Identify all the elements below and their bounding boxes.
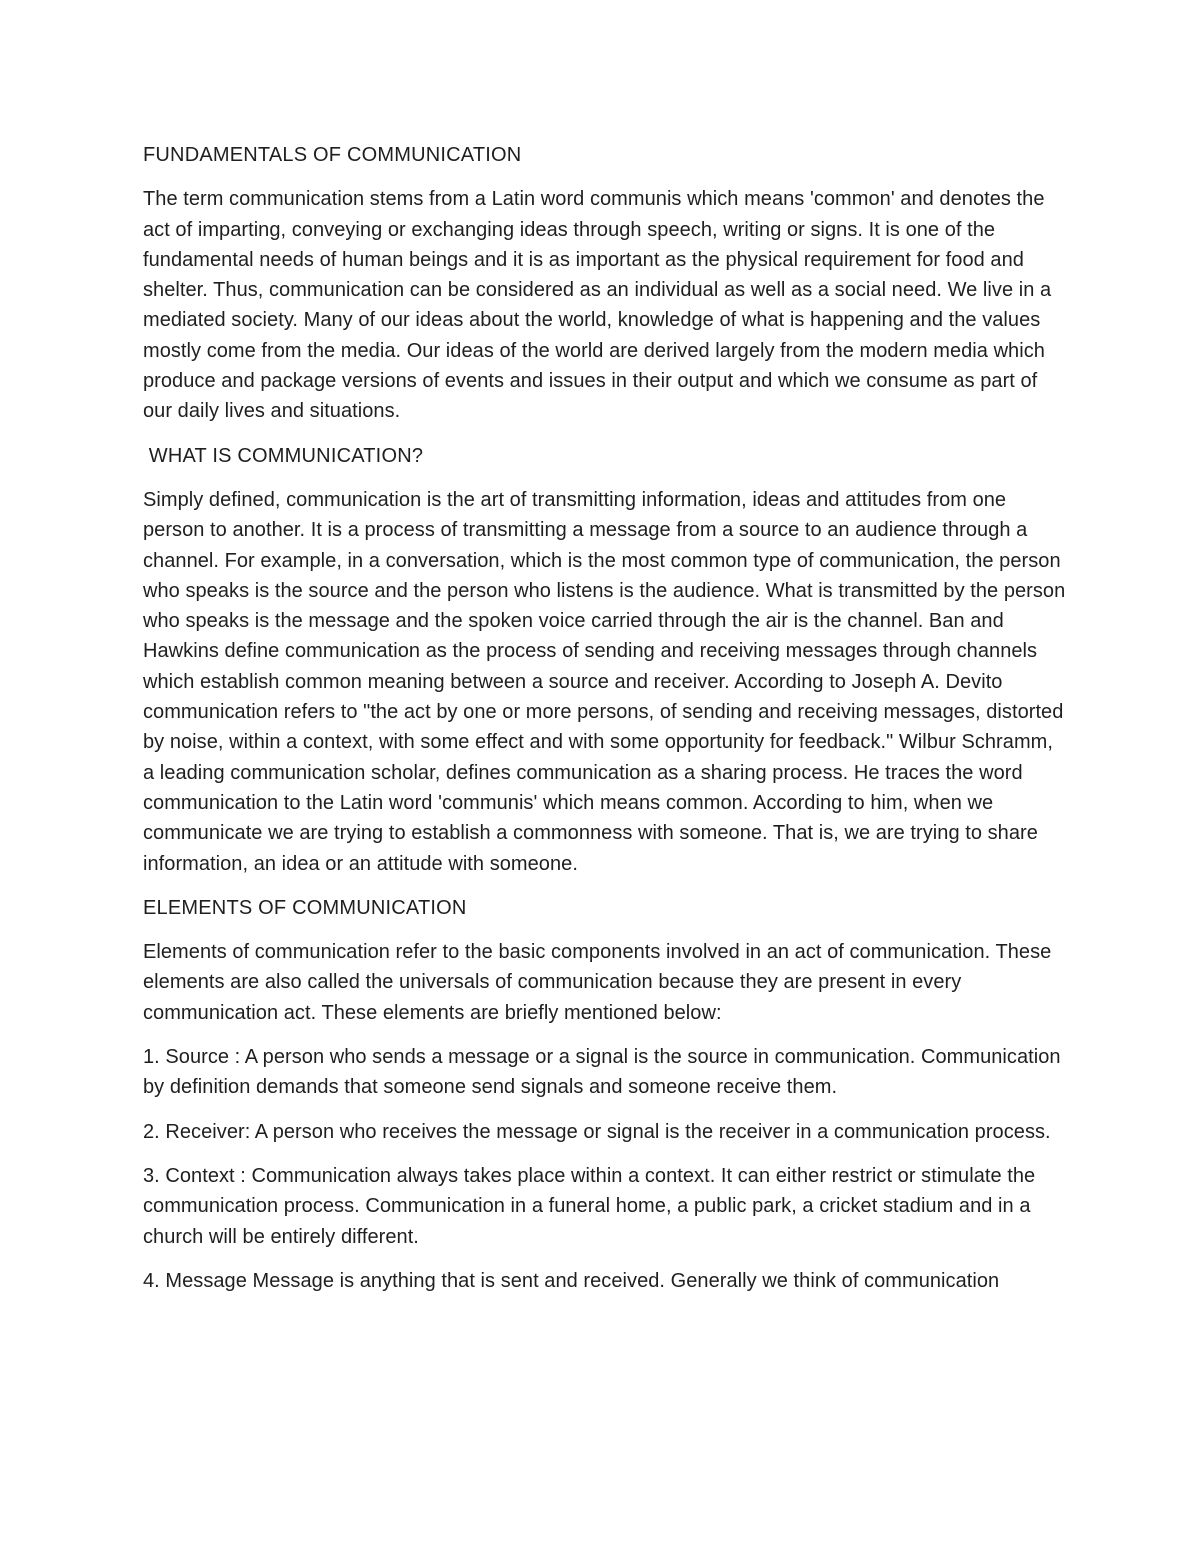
list-item-message: 4. Message Message is anything that is sent and received. Generally we think of communication (143, 1269, 1000, 1292)
list-item-context: 3. Context : Communication always takes place within a context. It can either restrict or stimulate the communication process. Communication in a funeral home, a public park, a cricket stadium and in a church will be entirely different. (143, 1164, 1036, 1248)
heading-elements: ELEMENTS OF COMMUNICATION (143, 896, 467, 919)
paragraph-elements-intro: Elements of communication refer to the basic components involved in an act of communication. These elements are also called the universals of communication because they are present in every communication act. These elements are briefly mentioned below: (143, 941, 1052, 1024)
heading-what-is-communication: WHAT IS COMMUNICATION? (143, 444, 424, 467)
heading-fundamentals: FUNDAMENTALS OF COMMUNICATION (143, 144, 522, 166)
list-item-receiver: 2. Receiver: A person who receives the message or signal is the receiver in a communication process. (143, 1120, 1051, 1143)
paragraph-definition: Simply defined, communication is the art of transmitting information, ideas and attitudes from one person to another. It is a process of transmitting a message from a source to an audience through a channel. For example, in a conversation, which is the most common type of communication, the person who speaks is the source and the person who listens is the audience. What is transmitted by the person who speaks is the message and the spoken voice carried through the air is the channel. Ban and Hawkins define communication as the process of sending and receiving messages through channels which establish common meaning between a source and receiver. According to Joseph A. Devito communication refers to "the act by one or more persons, of sending and receiving messages, distorted by noise, within a context, with some effect and with some opportunity for feedback." Wilbur Schramm, a leading communication scholar, defines communication as a sharing process. He traces the word communication to the Latin word 'communis' which means common. According to him, when we communicate we are trying to establish a commonness with someone. That is, we are trying to share information, an idea or an attitude with someone. (143, 488, 1066, 875)
list-item-source: 1. Source : A person who sends a message or a signal is the source in communication. Communication by definition demands that someone send signals and someone receive them. (143, 1046, 1061, 1099)
document-body (143, 140, 1068, 1310)
paragraph-intro: The term communication stems from a Latin word communis which means 'common' and denotes the act of imparting, conveying or exchanging ideas through speech, writing or signs. It is one of the fundamental needs of human beings and it is as important as the physical requirement for food and shelter. Thus, communication can be considered as an individual as well as a social need. We live in a mediated society. Many of our ideas about the world, knowledge of what is happening and the values mostly come from the media. Our ideas of the world are derived largely from the modern media which produce and package versions of events and issues in their output and which we consume as part of our daily lives and situations. (143, 188, 1052, 423)
